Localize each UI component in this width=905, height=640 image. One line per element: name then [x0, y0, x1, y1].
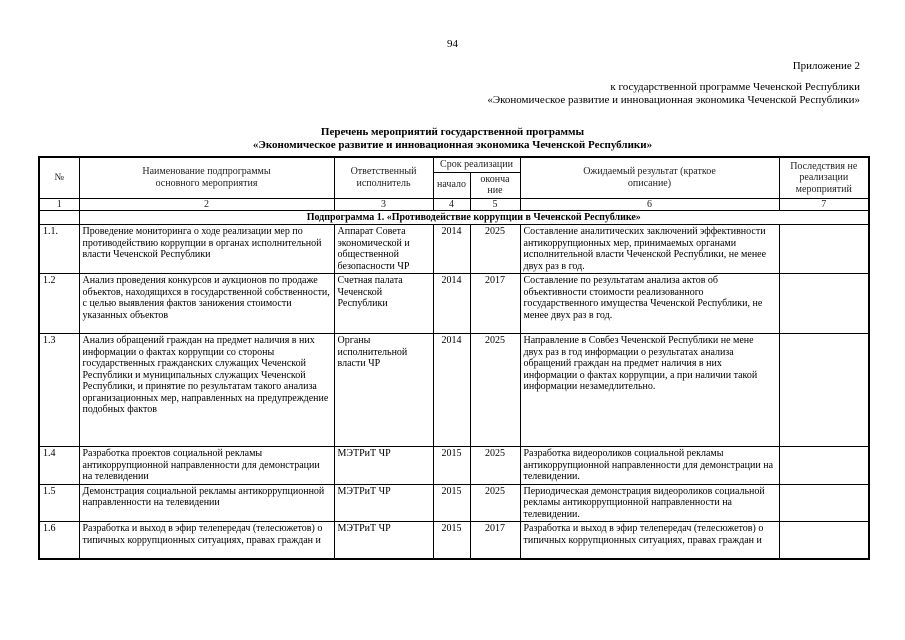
row-num: 1.2	[39, 274, 79, 334]
title-line: Перечень мероприятий государственной программы	[320, 126, 585, 138]
row-name: Анализ проведения конкурсов и аукционов по продаже объектов, находящихся в государственной собственности, с целью выявления фактов занижения стоимости указанных объектов	[79, 274, 334, 334]
row-end: 2017	[470, 522, 520, 559]
table-row	[39, 522, 869, 559]
appendix-label: Приложение 2	[792, 60, 860, 72]
appendix-reference	[487, 81, 860, 107]
row-start: 2014	[433, 274, 470, 334]
row-end: 2025	[470, 447, 520, 485]
row-end: 2017	[470, 274, 520, 334]
row-result: Периодическая демонстрация видеороликов социальной рекламы антикоррупционной направленности на телевидении.	[520, 484, 779, 522]
row-result: Направление в Совбез Чеченской Республики не мене двух раз в год информации о результатах анализа обращений граждан на предмет наличия в них информации о фактах коррупции, а при наличии такой информации незамедлительно.	[520, 334, 779, 447]
header-name: Наименование подпрограммы основного мероприятия	[79, 157, 334, 198]
row-responsible: Аппарат Совета экономической и общественной безопасности ЧР	[334, 225, 433, 274]
row-consequences	[779, 225, 869, 274]
header-start: начало	[433, 172, 470, 198]
empty-cell	[39, 210, 79, 225]
header-num: №	[39, 157, 79, 198]
row-end: 2025	[470, 225, 520, 274]
column-number: 7	[779, 198, 869, 210]
row-start: 2015	[433, 484, 470, 522]
row-name: Разработка и выход в эфир телепередач (телесюжетов) о типичных коррупционных ситуациях, правах граждан и	[79, 522, 334, 559]
subprogram-row	[39, 210, 869, 225]
header-end: оконча ние	[470, 172, 520, 198]
row-consequences	[779, 274, 869, 334]
row-num: 1.5	[39, 484, 79, 522]
column-number: 6	[520, 198, 779, 210]
title-line: «Экономическое развитие и инновационная экономика Чеченской Республики»	[252, 139, 653, 151]
column-number: 2	[79, 198, 334, 210]
row-num: 1.6	[39, 522, 79, 559]
column-number: 5	[470, 198, 520, 210]
row-responsible: Органы исполнительной власти ЧР	[334, 334, 433, 447]
appendix-line: «Экономическое развитие и инновационная экономика Чеченской Республики»	[487, 94, 860, 106]
row-end: 2025	[470, 334, 520, 447]
row-start: 2015	[433, 522, 470, 559]
row-consequences	[779, 484, 869, 522]
column-number: 3	[334, 198, 433, 210]
row-num: 1.3	[39, 334, 79, 447]
measures-table	[38, 156, 870, 560]
header-result: Ожидаемый результат (краткое описание)	[520, 157, 779, 198]
column-number: 4	[433, 198, 470, 210]
table-row	[39, 334, 869, 447]
column-number: 1	[39, 198, 79, 210]
row-consequences	[779, 522, 869, 559]
table-row	[39, 274, 869, 334]
row-num: 1.4	[39, 447, 79, 485]
row-consequences	[779, 334, 869, 447]
table-row	[39, 447, 869, 485]
row-name: Разработка проектов социальной рекламы антикоррупционной направленности для демонстрации на телевидении	[79, 447, 334, 485]
row-name: Анализ обращений граждан на предмет наличия в них информации о фактах коррупции со стороны государственных гражданских служащих Чеченской Республики и муниципальных служащих Чеченской Республики, и принятие по результатам такого анализа организационных мер, направленных на предупреждение подобных фактов	[79, 334, 334, 447]
row-num: 1.1.	[39, 225, 79, 274]
row-start: 2015	[433, 447, 470, 485]
row-result: Составление аналитических заключений эффективности антикоррупционных мер, принимаемых органами исполнительной власти Чеченской Республики, не менее двух раз в год.	[520, 225, 779, 274]
table-row	[39, 484, 869, 522]
header-consequences: Последствия не реализации мероприятий	[779, 157, 869, 198]
appendix-line: к государственной программе Чеченской Республики	[610, 81, 860, 93]
row-responsible: Счетная палата Чеченской Республики	[334, 274, 433, 334]
row-result: Разработка и выход в эфир телепередач (телесюжетов) о типичных коррупционных ситуациях, правах граждан и	[520, 522, 779, 559]
header-responsible: Ответственный исполнитель	[334, 157, 433, 198]
row-end: 2025	[470, 484, 520, 522]
row-name: Демонстрация социальной рекламы антикоррупционной направленности на телевидении	[79, 484, 334, 522]
row-responsible: МЭТРиТ ЧР	[334, 522, 433, 559]
row-start: 2014	[433, 334, 470, 447]
page-number: 94	[447, 38, 458, 50]
row-responsible: МЭТРиТ ЧР	[334, 484, 433, 522]
table-row	[39, 225, 869, 274]
row-result: Разработка видеороликов социальной рекламы антикоррупционной направленности для демонстрации на телевидении.	[520, 447, 779, 485]
subprogram-title: Подпрограмма 1. «Противодействие коррупции в Чеченской Республике»	[79, 210, 869, 225]
row-name: Проведение мониторинга о ходе реализации мер по противодействию коррупции в органах исполнительной власти Чеченской Республики	[79, 225, 334, 274]
row-start: 2014	[433, 225, 470, 274]
document-title	[0, 126, 905, 152]
row-responsible: МЭТРиТ ЧР	[334, 447, 433, 485]
row-result: Составление по результатам анализа актов об объективности стоимости реализованного государственного имущества Чеченской Республики, не менее двух раз в год.	[520, 274, 779, 334]
header-term: Срок реализации	[433, 157, 520, 172]
row-consequences	[779, 447, 869, 485]
